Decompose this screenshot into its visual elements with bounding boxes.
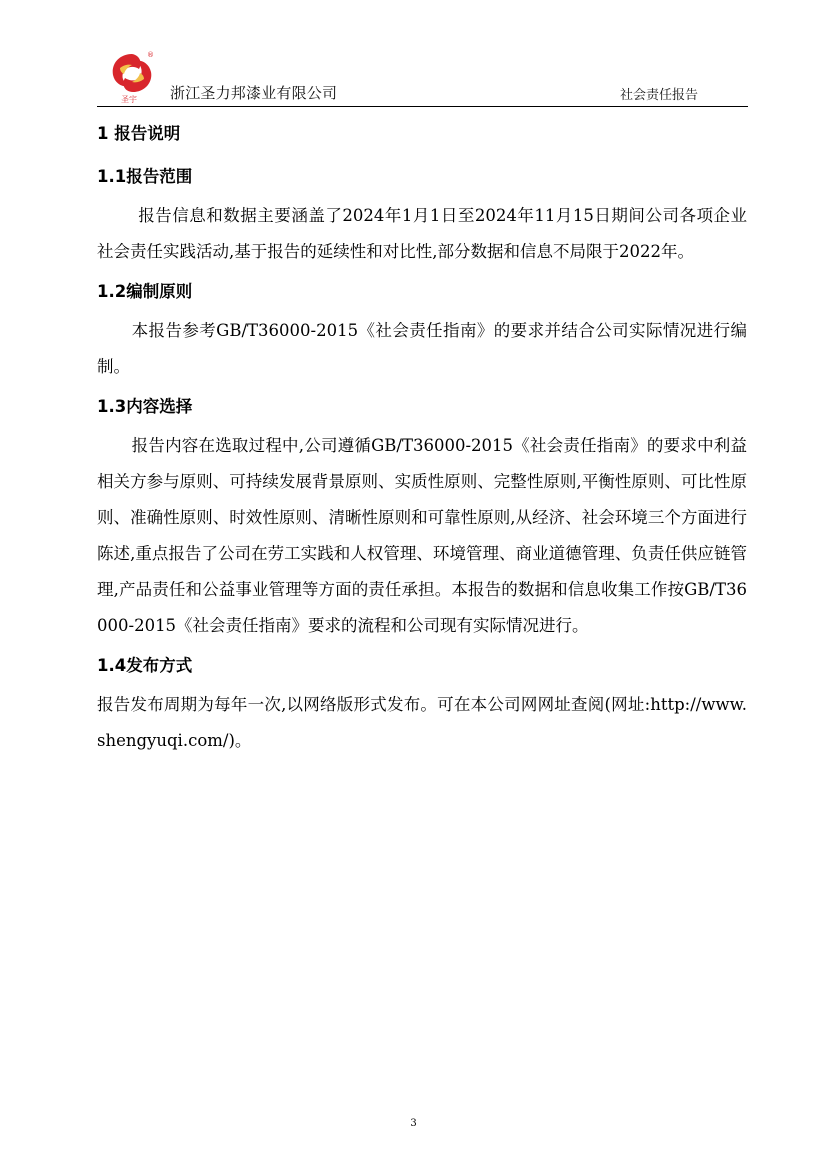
registered-mark: ® [147,51,154,59]
company-name: 浙江圣力邦漆业有限公司 [170,84,338,102]
section-1-2-body: 本报告参考GB/T36000-2015《社会责任指南》的要求并结合公司实际情况进行编制。 [97,321,747,376]
section-1-3-body: 报告内容在选取过程中,公司遵循GB/T36000-2015《社会责任指南》的要求中利益相关方参与原则、可持续发展背景原则、实质性原则、完整性原则,平衡性原则、可比性原则、准确性原则、时效性原则、清晰性原则和可靠性原则,从经济、社会环境三个方面进行陈述,重点报告了公司在劳工实践和人权管理、环境管理、商业道德管理、负责任供应链管理,产品责任和公益事业管理等方面的责任承担。本报告的数据和信息收集工作按GB/T36000-2015《社会责任指南》要求的流程和公司现有实际情况进行。 [97,436,747,635]
section-1-1-body: 报告信息和数据主要涵盖了2024年1月1日至2024年11月15日期间公司各项企业社会责任实践活动,基于报告的延续性和对比性,部分数据和信息不局限于2022年。 [97,206,747,261]
report-title: 社会责任报告 [619,88,698,103]
section-1-2-title: 1.2编制原则 [97,282,193,301]
section-1-1-title: 1.1报告范围 [97,167,193,186]
section-1-4-body: 报告发布周期为每年一次,以网络版形式发布。可在本公司网网址查阅(网址:http://www.shengyuqi.com/)。 [97,695,747,750]
header-rule [97,106,748,107]
section-1-3-title: 1.3内容选择 [97,397,193,416]
page-header [97,44,748,108]
page-content [97,112,747,759]
section-1-4-title: 1.4发布方式 [97,656,193,675]
logo-mark-text: 圣宇 [121,95,137,104]
shengyuqi-logo-icon [107,48,157,104]
main-title: 1 报告说明 [97,124,181,143]
page-number: 3 [410,1118,417,1129]
